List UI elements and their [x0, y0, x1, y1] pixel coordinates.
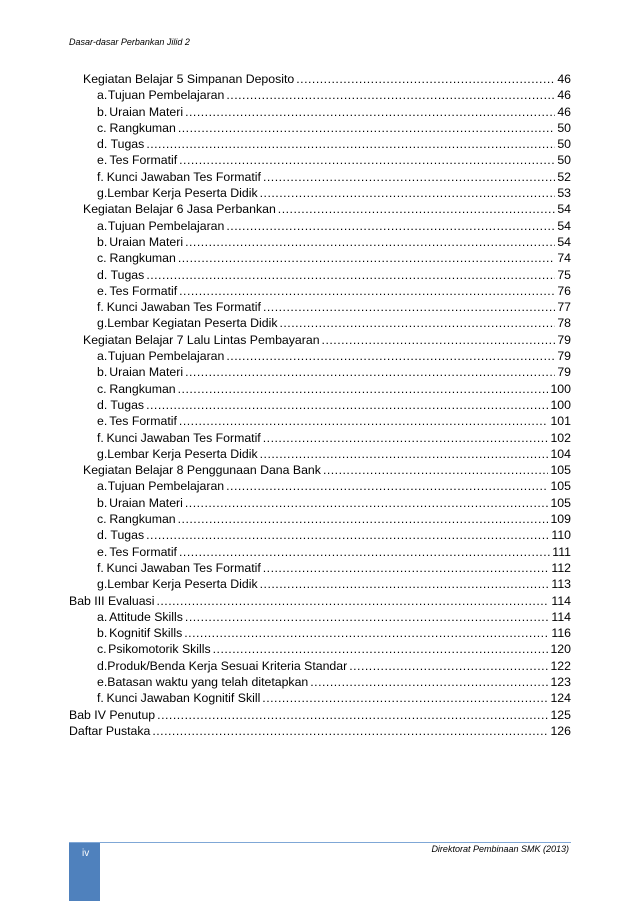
toc-entry[interactable] [69, 446, 571, 462]
toc-entry-page: 79 [557, 349, 571, 364]
toc-entry-letter: b. [97, 234, 108, 249]
toc-entry[interactable] [69, 348, 571, 364]
toc-entry-page: 105 [550, 463, 571, 478]
toc-entry-letter: f. [97, 560, 104, 575]
toc-entry-label: Kunci Jawaban Tes Formatif [106, 430, 261, 445]
toc-entry-page: 76 [557, 283, 571, 298]
dot-leader [226, 218, 555, 234]
toc-entry-page: 126 [550, 723, 571, 738]
toc-entry[interactable] [69, 299, 571, 315]
dot-leader [260, 185, 556, 201]
toc-entry-label: Tugas [110, 267, 145, 282]
toc-entry-letter: g. [97, 316, 108, 331]
toc-entry-page: 114 [551, 609, 571, 624]
toc-entry-letter: f. [97, 169, 104, 184]
toc-entry-label: Produk/Benda Kerja Sesuai Kriteria Standar [107, 658, 348, 673]
dot-leader [185, 364, 555, 380]
toc-entry-page: 50 [557, 137, 571, 152]
toc-entry-letter: d. [97, 397, 108, 412]
toc-entry[interactable] [69, 185, 571, 201]
dot-leader [146, 267, 555, 283]
dot-leader [226, 87, 555, 103]
toc-entry-label: Rangkuman [109, 381, 176, 396]
toc-entry-page: 111 [552, 544, 571, 559]
toc-entry-page: 123 [550, 674, 571, 689]
toc-entry[interactable] [69, 234, 571, 250]
dot-leader [178, 250, 555, 266]
dot-leader [178, 511, 549, 527]
toc-entry-page: 52 [557, 169, 571, 184]
toc-entry-label: Kunci Jawaban Tes Formatif [106, 300, 261, 315]
toc-entry-page: 124 [550, 691, 571, 706]
dot-leader [152, 723, 548, 739]
toc-entry-letter: c. [97, 381, 107, 396]
toc-entry-letter: f. [97, 691, 104, 706]
dot-leader [146, 397, 548, 413]
toc-entry-label: Psikomotorik Skills [108, 642, 211, 657]
toc-entry-label: Lembar Kegiatan Peserta Didik [107, 316, 278, 331]
toc-entry[interactable] [69, 283, 571, 299]
dot-leader [156, 593, 549, 609]
toc-entry[interactable] [69, 674, 571, 690]
table-of-contents [69, 71, 571, 739]
toc-entry-label: Lembar Kerja Peserta Didik [107, 577, 258, 592]
toc-entry-page: 75 [557, 267, 571, 282]
toc-entry-label: Tes Formatif [109, 153, 178, 168]
toc-entry-page: 50 [557, 153, 571, 168]
toc-entry[interactable] [69, 658, 571, 674]
toc-entry-label: Kunci Jawaban Kognitif Skill [106, 691, 261, 706]
toc-entry[interactable] [69, 413, 571, 429]
running-header: Dasar-dasar Perbankan Jilid 2 [69, 37, 190, 47]
toc-entry[interactable] [69, 104, 571, 120]
toc-entry[interactable] [69, 560, 571, 576]
toc-entry-label: Bab IV Penutup [69, 707, 156, 722]
toc-entry-letter: e. [97, 674, 108, 689]
toc-entry-label: Tugas [110, 137, 145, 152]
toc-entry[interactable] [69, 87, 571, 103]
toc-entry[interactable] [69, 723, 571, 739]
toc-entry-label: Batasan waktu yang telah ditetapkan [107, 674, 309, 689]
toc-entry[interactable] [69, 690, 571, 706]
dot-leader [179, 544, 550, 560]
toc-entry-page: 125 [550, 707, 571, 722]
dot-leader [185, 234, 555, 250]
toc-entry-letter: d. [97, 267, 108, 282]
toc-entry-label: Kegiatan Belajar 5 Simpanan Deposito [83, 72, 295, 86]
toc-entry-letter: a. [97, 88, 108, 103]
toc-entry-letter: g. [97, 186, 108, 201]
toc-entry-page: 114 [551, 593, 571, 608]
toc-entry[interactable] [69, 71, 571, 87]
toc-entry-page: 105 [550, 495, 571, 510]
dot-leader [323, 462, 549, 478]
toc-entry-label: Rangkuman [109, 120, 176, 135]
toc-entry-page: 104 [550, 446, 571, 461]
dot-leader [279, 315, 555, 331]
dot-leader [185, 104, 555, 120]
toc-entry-letter: b. [97, 626, 108, 641]
dot-leader [262, 690, 548, 706]
toc-entry-label: Tujuan Pembelajaran [107, 479, 225, 494]
toc-entry-label: Lembar Kerja Peserta Didik [107, 186, 258, 201]
toc-entry-letter: d. [97, 528, 108, 543]
toc-entry-letter: e. [97, 414, 108, 429]
toc-entry-letter: c. [97, 251, 107, 266]
dot-leader [185, 609, 549, 625]
toc-entry[interactable] [69, 332, 571, 348]
toc-entry-label: Rangkuman [109, 512, 176, 527]
toc-entry-page: 102 [550, 430, 571, 445]
toc-entry-label: Kunci Jawaban Tes Formatif [106, 560, 261, 575]
dot-leader [349, 658, 548, 674]
toc-entry[interactable] [69, 364, 571, 380]
dot-leader [146, 527, 549, 543]
toc-entry-page: 109 [550, 512, 571, 527]
dot-leader [184, 625, 549, 641]
toc-entry-page: 78 [557, 316, 571, 331]
toc-entry-label: Kunci Jawaban Tes Formatif [106, 169, 261, 184]
dot-leader [179, 413, 549, 429]
toc-entry[interactable] [69, 495, 571, 511]
dot-leader [226, 348, 555, 364]
toc-entry[interactable] [69, 609, 571, 625]
toc-entry-page: 120 [550, 642, 571, 657]
dot-leader [179, 283, 555, 299]
toc-entry[interactable] [69, 169, 571, 185]
toc-entry[interactable] [69, 462, 571, 478]
toc-entry-page: 54 [557, 218, 571, 233]
footer-divider [69, 842, 571, 843]
toc-entry[interactable] [69, 120, 571, 136]
toc-entry-page: 46 [557, 88, 571, 103]
toc-entry[interactable] [69, 250, 571, 266]
toc-entry-label: Tujuan Pembelajaran [107, 218, 225, 233]
toc-entry-label: Uraian Materi [109, 495, 183, 510]
toc-entry-label: Uraian Materi [109, 234, 184, 249]
dot-leader [178, 120, 555, 136]
toc-entry-label: Lembar Kerja Peserta Didik [107, 446, 258, 461]
dot-leader [146, 136, 555, 152]
toc-entry[interactable] [69, 136, 571, 152]
toc-entry-label: Daftar Pustaka [69, 723, 151, 738]
toc-entry[interactable] [69, 527, 571, 543]
toc-entry-label: Bab III Evaluasi [69, 593, 155, 608]
toc-entry-page: 50 [557, 120, 571, 135]
dot-leader [263, 560, 550, 576]
toc-entry-label: Kegiatan Belajar 7 Lalu Lintas Pembayaran [83, 332, 320, 347]
toc-entry[interactable] [69, 218, 571, 234]
toc-entry-page: 100 [550, 381, 571, 396]
dot-leader [263, 299, 555, 315]
toc-entry-label: Tujuan Pembelajaran [107, 349, 225, 364]
toc-entry-letter: c. [97, 642, 107, 657]
toc-entry[interactable] [69, 315, 571, 331]
dot-leader [278, 201, 556, 217]
dot-leader [226, 478, 548, 494]
dot-leader [260, 576, 550, 592]
toc-entry-letter: a. [97, 609, 108, 624]
dot-leader [322, 332, 556, 348]
toc-entry-page: 101 [550, 414, 571, 429]
toc-entry[interactable] [69, 381, 571, 397]
toc-entry-letter: e. [97, 153, 108, 168]
toc-entry-label: Kegiatan Belajar 8 Penggunaan Dana Bank [83, 463, 321, 478]
toc-entry-page: 100 [550, 397, 571, 412]
toc-entry-letter: e. [97, 544, 108, 559]
toc-entry-label: Tugas [110, 528, 145, 543]
toc-entry-page: 74 [557, 251, 571, 266]
toc-entry-label: Rangkuman [109, 251, 176, 266]
toc-entry[interactable] [69, 511, 571, 527]
toc-entry[interactable] [69, 544, 571, 560]
toc-entry-letter: a. [97, 479, 108, 494]
toc-entry-letter: d. [97, 137, 108, 152]
toc-entry-letter: b. [97, 104, 108, 119]
toc-entry-page: 79 [557, 332, 571, 347]
toc-entry-letter: g. [97, 577, 108, 592]
toc-entry-letter: c. [97, 512, 107, 527]
dot-leader [263, 430, 549, 446]
toc-entry-page: 105 [550, 479, 571, 494]
toc-entry-page: 79 [557, 365, 571, 380]
toc-entry[interactable] [69, 641, 571, 657]
toc-entry-page: 46 [557, 72, 571, 86]
toc-entry[interactable] [69, 430, 571, 446]
toc-entry-label: Attitude Skills [109, 609, 183, 624]
toc-entry-label: Kognitif Skills [109, 626, 183, 641]
toc-entry-letter: a. [97, 349, 108, 364]
dot-leader [260, 446, 549, 462]
toc-entry-letter: c. [97, 120, 107, 135]
dot-leader [179, 152, 555, 168]
toc-entry-label: Tugas [110, 397, 145, 412]
toc-entry-letter: b. [97, 495, 108, 510]
toc-entry-page: 77 [557, 300, 571, 315]
toc-entry[interactable] [69, 397, 571, 413]
toc-entry-letter: g. [97, 446, 108, 461]
toc-entry[interactable] [69, 267, 571, 283]
toc-entry[interactable] [69, 707, 571, 723]
toc-entry-label: Uraian Materi [109, 365, 184, 380]
toc-entry-page: 54 [557, 234, 571, 249]
toc-entry-page: 110 [551, 528, 571, 543]
dot-leader [310, 674, 548, 690]
page-number: iv [82, 848, 90, 859]
toc-entry[interactable] [69, 152, 571, 168]
toc-entry[interactable] [69, 593, 571, 609]
toc-entry-page: 113 [551, 577, 571, 592]
toc-entry-letter: f. [97, 430, 104, 445]
dot-leader [296, 71, 555, 87]
toc-entry[interactable] [69, 478, 571, 494]
toc-entry-page: 122 [550, 658, 571, 673]
toc-entry-label: Tes Formatif [109, 544, 177, 559]
toc-entry[interactable] [69, 625, 571, 641]
toc-entry-label: Tes Formatif [109, 283, 178, 298]
dot-leader [157, 707, 548, 723]
toc-entry[interactable] [69, 201, 571, 217]
toc-entry-letter: f. [97, 300, 104, 315]
dot-leader [178, 381, 549, 397]
dot-leader [263, 169, 555, 185]
toc-entry-letter: e. [97, 283, 108, 298]
toc-entry-page: 46 [557, 104, 571, 119]
dot-leader [213, 641, 549, 657]
toc-entry-page: 54 [557, 202, 571, 217]
dot-leader [185, 495, 549, 511]
toc-entry-page: 112 [551, 560, 571, 575]
toc-entry[interactable] [69, 576, 571, 592]
toc-entry-label: Tujuan Pembelajaran [107, 88, 225, 103]
toc-entry-page: 53 [557, 186, 571, 201]
footer-publisher: Direktorat Pembinaan SMK (2013) [431, 844, 569, 854]
toc-entry-label: Uraian Materi [109, 104, 184, 119]
toc-entry-label: Kegiatan Belajar 6 Jasa Perbankan [83, 202, 276, 217]
toc-entry-label: Tes Formatif [109, 414, 177, 429]
toc-entry-letter: d. [97, 658, 108, 673]
toc-entry-letter: a. [97, 218, 108, 233]
toc-entry-page: 116 [551, 626, 571, 641]
toc-entry-letter: b. [97, 365, 108, 380]
